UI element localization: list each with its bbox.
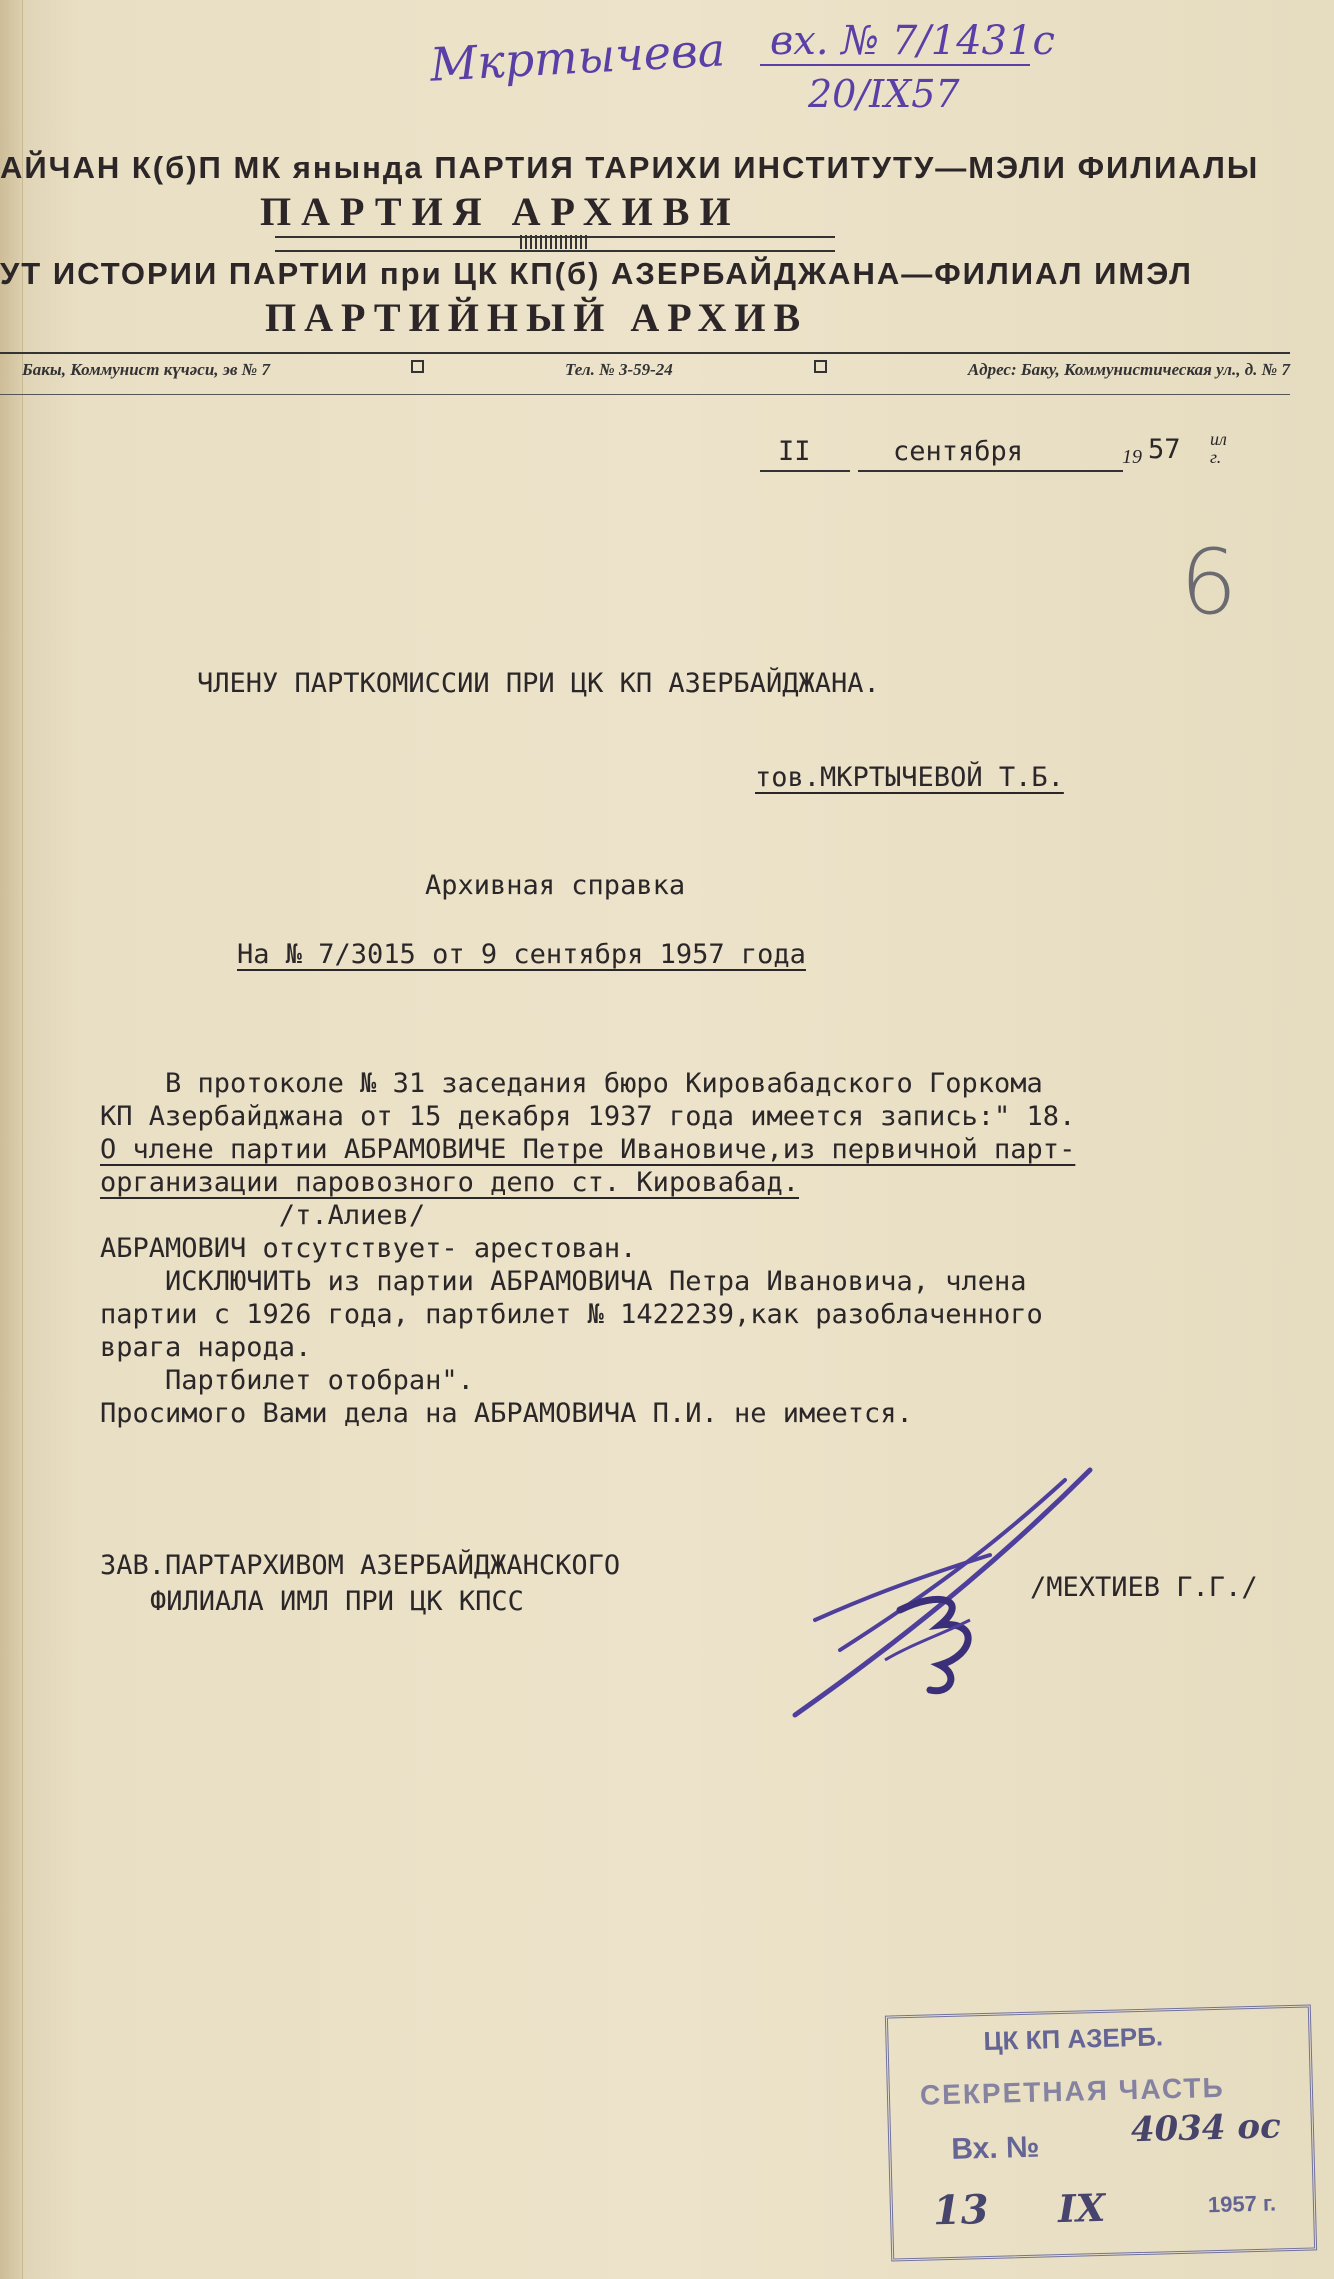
bullet-square-icon [411,360,424,373]
date-year: 57 [1148,434,1181,465]
signatory-title-line1: ЗАВ.ПАРТАРХИВОМ АЗЕРБАЙДЖАНСКОГО [100,1550,621,1581]
handwritten-signature [790,1450,1120,1740]
binding-edge [0,0,23,2279]
letterhead-russian-line: УТ ИСТОРИИ ПАРТИИ при ЦК КП(б) АЗЕРБАЙДЖАНА—ФИЛИАЛ ИМЭЛ [0,256,1193,291]
handwritten-underline [760,64,1030,66]
body-line: В протоколе № 31 заседания бюро Кировабадского Горкома [100,1068,1043,1099]
letterhead-rule-bottom [0,394,1290,395]
date-day-line [760,470,850,472]
stamp-inbox-number: 4034 ос [1130,2106,1282,2151]
letterhead-azeri-title: ПАРТИЯ АРХИВИ [260,189,741,234]
stamp-line2: СЕКРЕТНАЯ ЧАСТЬ [919,2071,1226,2111]
reference-line: На № 7/3015 от 9 сентября 1957 года [237,939,806,970]
date-suffix: ил г. [1210,429,1227,467]
signatory-title-line2: ФИЛИАЛА ИМЛ ПРИ ЦК КПСС [150,1586,524,1617]
body-line: АБРАМОВИЧ отсутствует- арестован. [100,1233,637,1264]
stamp-line1: ЦК КП АЗЕРБ. [983,2021,1164,2057]
stamp-year: 1957 г. [1207,2190,1277,2218]
body-line: О члене партии АБРАМОВИЧЕ Петре Ивановиче,из первичной парт- [100,1134,1076,1165]
letterhead-azeri-line: АЙЧАН К(б)П МК янында ПАРТИЯ ТАРИХИ ИНСТИТУТУ—МЭЛИ ФИЛИАЛЫ [0,150,1260,185]
date-month-line [858,470,1123,472]
bullet-square-icon [814,360,827,373]
letterhead-ornament-center [520,235,590,249]
letterhead-contacts [22,360,1290,380]
contact-russian: Адрес: Баку, Коммунистическая ул., д. № 7 [967,360,1290,379]
body-line: Просимого Вами дела на АБРАМОВИЧА П.И. не имеется. [100,1398,913,1429]
handwritten-reference: вх. № 7/1431с [770,18,1055,64]
date-month: сентября [893,436,1024,467]
letterhead-rule-top [0,352,1290,354]
body-line: /т.Алиев/ [100,1200,426,1231]
signatory-name: /МЕХТИЕВ Г.Г./ [1030,1572,1258,1603]
stamp-month: IX [1057,2184,1106,2232]
handwritten-name: Мкртычева [428,22,727,92]
stamp-day: 13 [932,2185,990,2235]
stamp-inbox-label: Вх. № [950,2130,1040,2166]
addressee-line1: ЧЛЕНУ ПАРТКОМИССИИ ПРИ ЦК КП АЗЕРБАЙДЖАНА. [197,668,880,699]
contact-azeri: Бакы, Коммунист күчәси, эв № 7 [22,360,270,379]
body-line: врага народа. [100,1332,312,1363]
addressee-name: тов.МКРТЫЧЕВОЙ Т.Б. [755,762,1064,793]
letterhead-russian-title: ПАРТИЙНЫЙ АРХИВ [265,295,809,340]
document-title: Архивная справка [425,870,686,901]
registration-stamp [885,2004,1317,2261]
handwritten-reference-date: 20/IX57 [808,72,960,116]
contact-phone: Тел. № 3-59-24 [565,360,673,379]
date-year-prefix: 19 [1122,446,1142,468]
page-number: 6 [1180,530,1238,635]
body-line: КП Азербайджана от 15 декабря 1937 года имеется запись:" 18. [100,1101,1076,1132]
body-line: организации паровозного депо ст. Кировабад. [100,1167,799,1198]
body-line: Партбилет отобран". [100,1365,474,1396]
body-line: партии с 1926 года, партбилет № 1422239,как разоблаченного [100,1299,1043,1330]
body-line: ИСКЛЮЧИТЬ из партии АБРАМОВИЧА Петра Ивановича, члена [100,1266,1027,1297]
date-day: II [778,436,811,467]
body-text [100,1034,1075,1463]
